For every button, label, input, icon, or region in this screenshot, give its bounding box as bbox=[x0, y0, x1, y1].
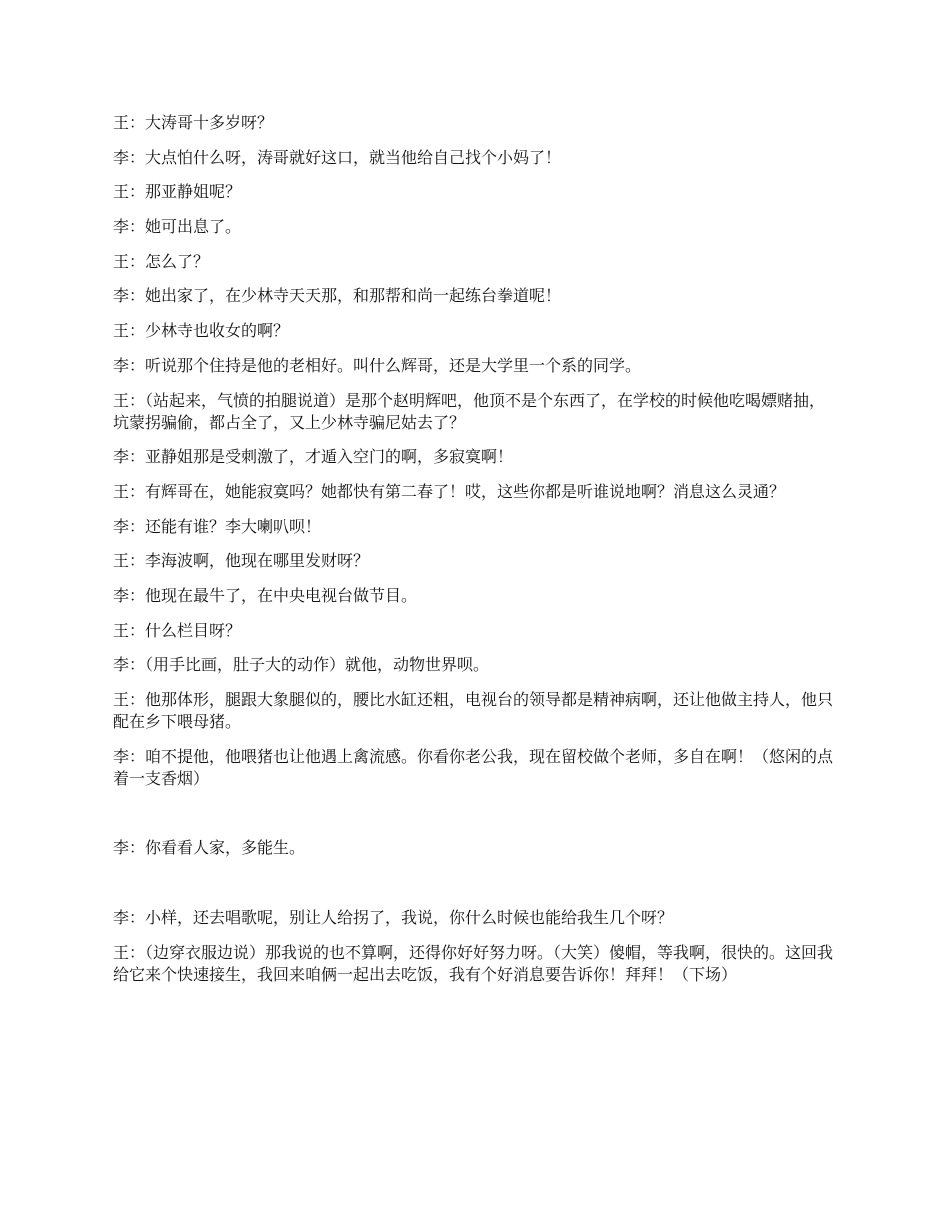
dialogue-line: 李：咱不提他，他喂猪也让他遇上禽流感。你看你老公我，现在留校做个老师，多自在啊！（悠闲的点着一支香烟） bbox=[113, 746, 834, 788]
dialogue-line: 王：（站起来，气愤的拍腿说道）是那个赵明辉吧，他顶不是个东西了，在学校的时候他吃喝嫖赌抽，坑蒙拐骗偷，都占全了，又上少林寺骗尼姑去了？ bbox=[113, 390, 826, 432]
dialogue-line: 李：她可出息了。 bbox=[113, 217, 242, 237]
dialogue-line: 李：（用手比画，肚子大的动作）就他，动物世界呗。 bbox=[113, 655, 490, 675]
dialogue-line: 李：亚静姐那是受刺激了，才遁入空门的啊，多寂寞啊！ bbox=[113, 447, 514, 467]
dialogue-line: 李：还能有谁？李大喇叭呗！ bbox=[113, 516, 322, 536]
dialogue-line: 王：有辉哥在，她能寂寞吗？她都快有第二春了！哎，这些你都是听谁说地啊？消息这么灵通？ bbox=[113, 481, 786, 501]
dialogue-line: 王：什么栏目呀？ bbox=[113, 620, 242, 640]
dialogue-line: 李：他现在最牛了，在中央电视台做节目。 bbox=[113, 585, 418, 605]
dialogue-line: 王：他那体形，腿跟大象腿似的，腰比水缸还粗，电视台的领导都是精神病啊，还让他做主持人，他只配在乡下喂母猪。 bbox=[113, 690, 834, 731]
blank-gap bbox=[113, 872, 840, 907]
blank-gap bbox=[113, 802, 840, 837]
dialogue-line: 王：那亚静姐呢？ bbox=[113, 182, 242, 202]
dialogue-line: 王：李海波啊，他现在哪里发财呀？ bbox=[113, 551, 370, 571]
dialogue-line: 王：少林寺也收女的啊？ bbox=[113, 321, 290, 341]
dialogue-line: 李：听说那个住持是他的老相好。叫什么辉哥，还是大学里一个系的同学。 bbox=[113, 355, 642, 375]
dialogue-line: 王：怎么了？ bbox=[113, 251, 210, 271]
dialogue-line: 王：大涛哥十多岁呀？ bbox=[113, 113, 274, 132]
dialogue-line: 李：大点怕什么呀，涛哥就好这口，就当他给自己找个小妈了！ bbox=[113, 147, 562, 167]
dialogue-line: 李：她出家了，在少林寺天天那，和那帮和尚一起练台拳道呢！ bbox=[113, 286, 562, 306]
dialogue-text bbox=[113, 112, 840, 998]
dialogue-line: 李：你看看人家，多能生。 bbox=[113, 838, 306, 858]
dialogue-line: 王：（边穿衣服边说）那我说的也不算啊，还得你好好努力呀。（大笑）傻帽，等我啊，很快的。这回我给它来个快速接生，我回来咱俩一起出去吃饭，我有个好消息要告诉你！拜拜！（下场） bbox=[113, 942, 834, 984]
dialogue-line: 李：小样，还去唱歌呢，别让人给拐了，我说，你什么时候也能给我生几个呀？ bbox=[113, 908, 674, 928]
